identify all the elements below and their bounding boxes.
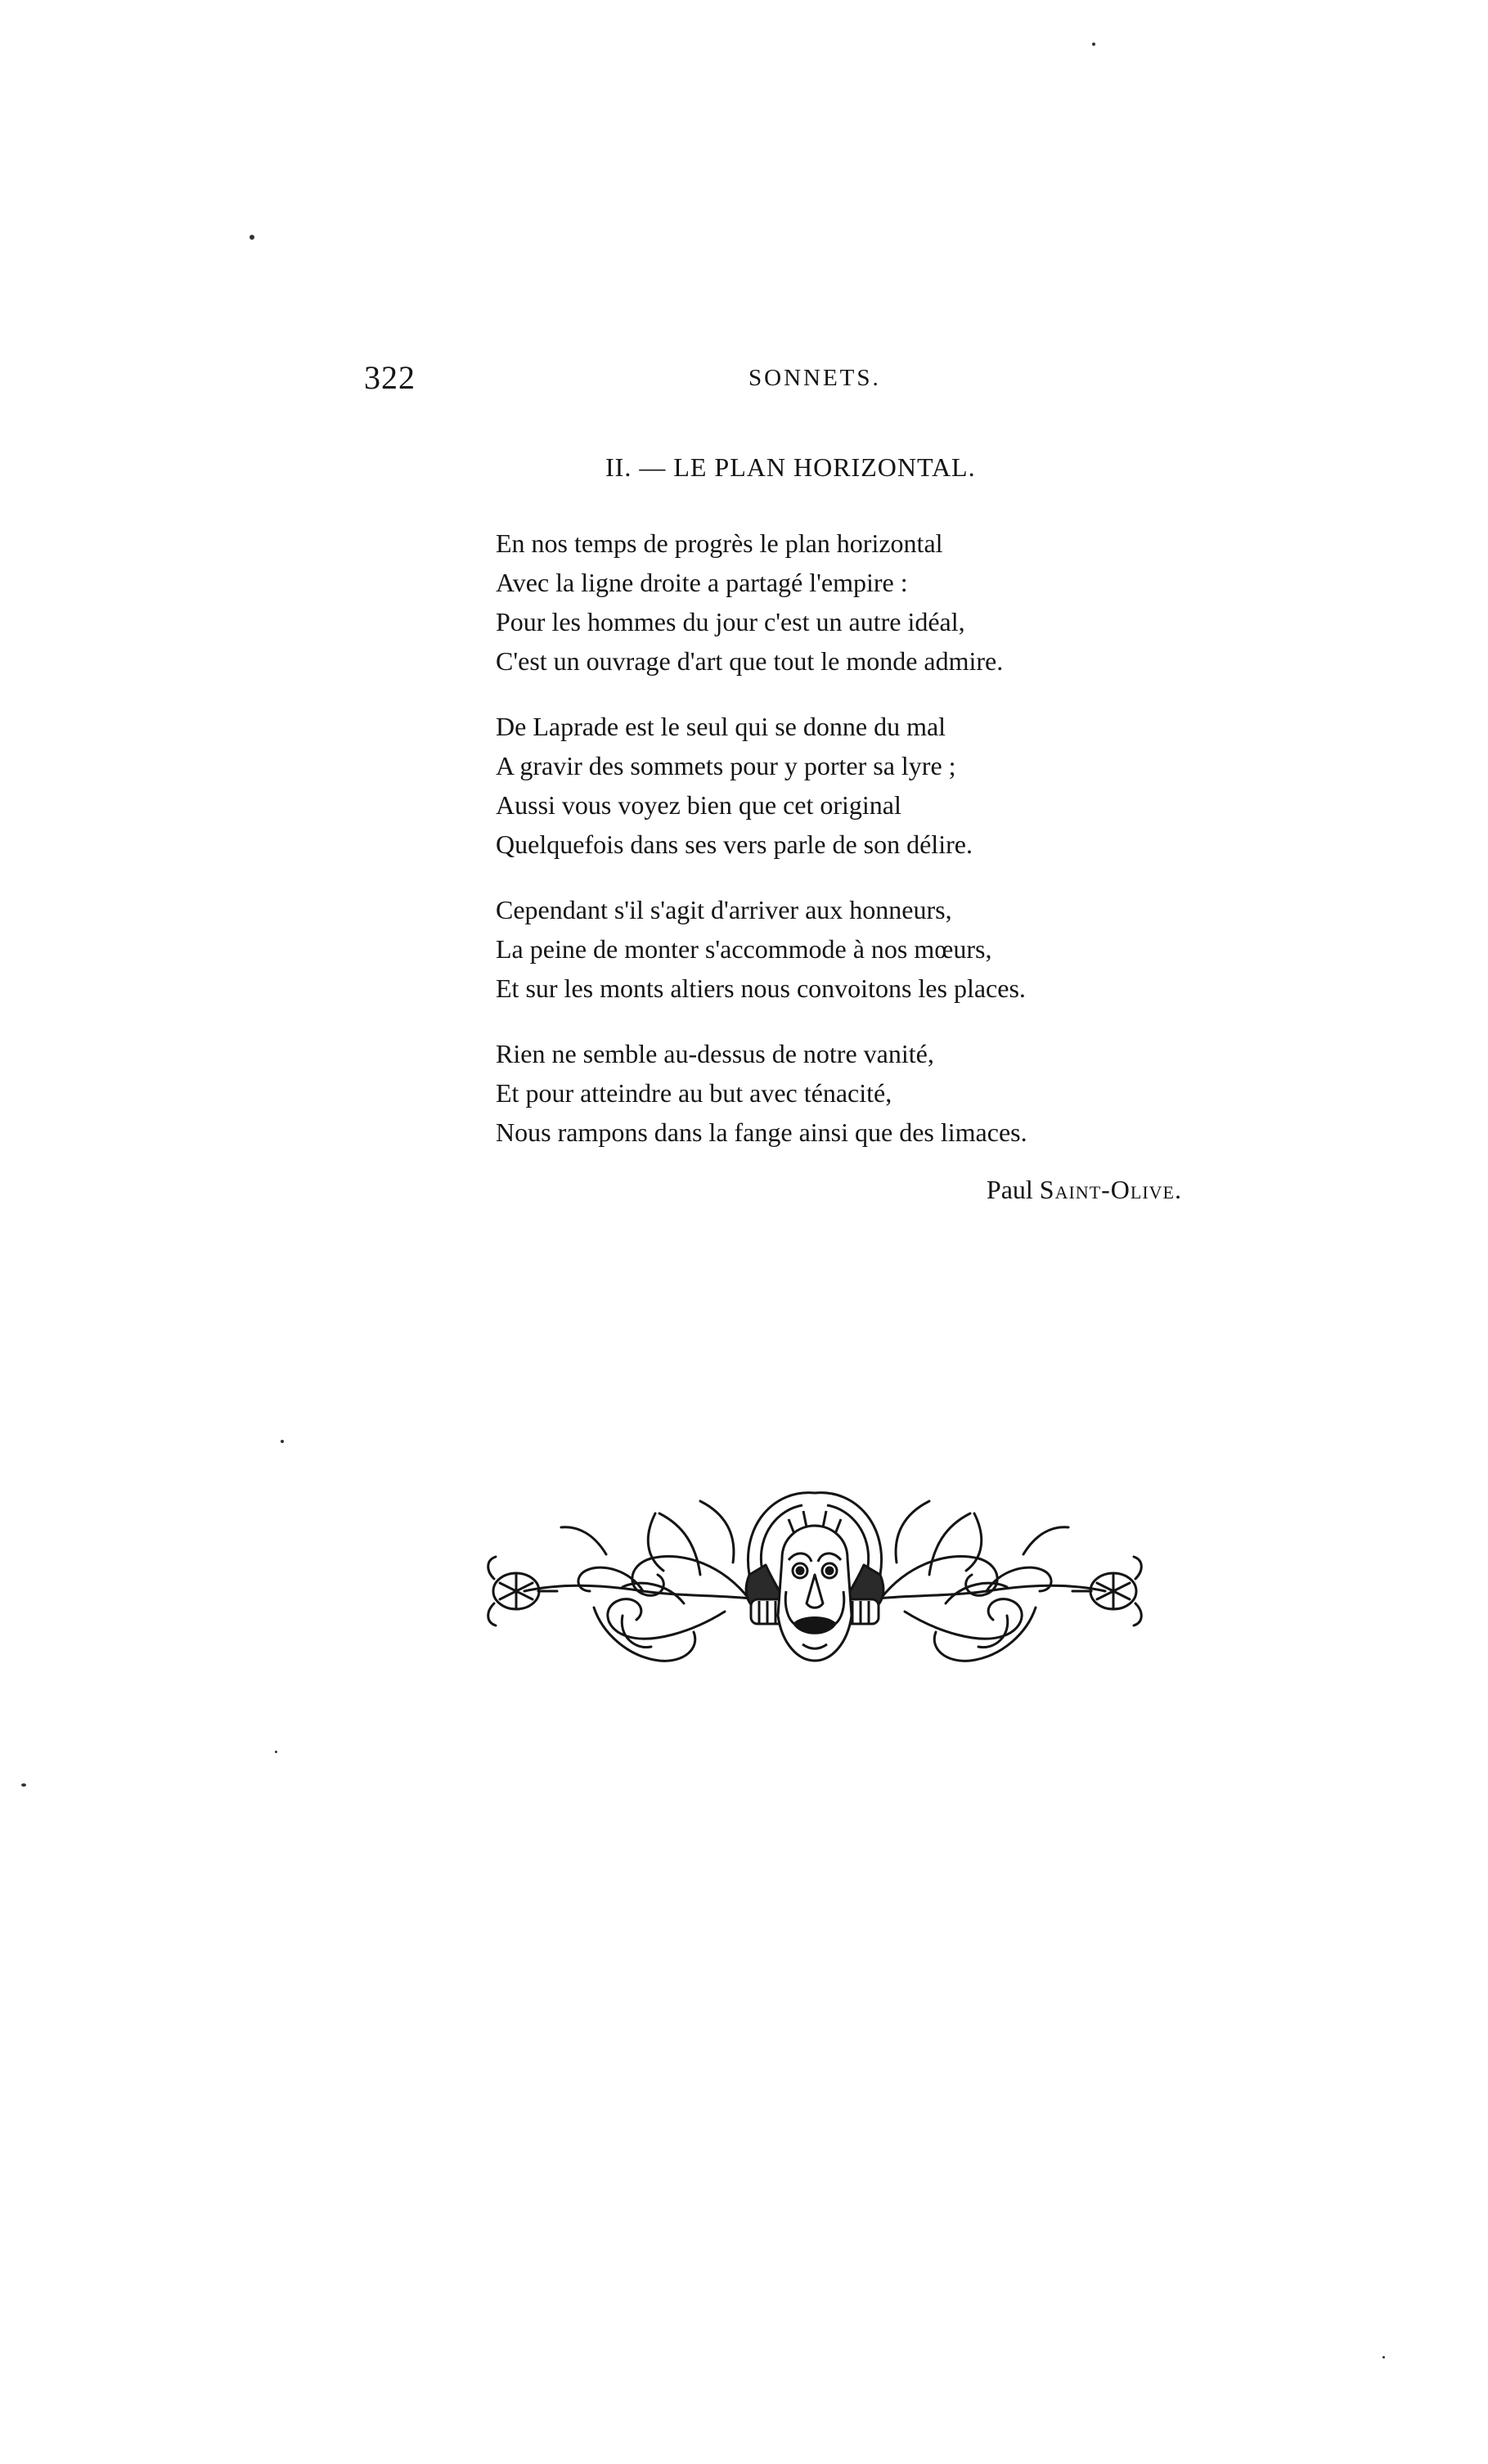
stanza-3 (496, 890, 1232, 1008)
stanza-1 (496, 524, 1232, 681)
verse-line: Pour les hommes du jour c'est un autre idéal, (496, 607, 965, 636)
paper-speck (281, 1440, 284, 1443)
verse-line: La peine de monter s'accommode à nos mœurs, (496, 934, 992, 964)
page-number: 322 (364, 359, 416, 396)
verse-line: En nos temps de progrès le plan horizontal (496, 528, 943, 558)
stanza-4 (496, 1034, 1232, 1152)
verse-line: Et pour atteindre au but avec ténacité, (496, 1078, 892, 1108)
verse-line: Quelquefois dans ses vers parle de son délire. (496, 830, 973, 859)
verse-line: Aussi vous voyez bien que cet original (496, 790, 901, 820)
verse-line: Cependant s'il s'agit d'arriver aux honneurs, (496, 895, 952, 924)
verse-line: Et sur les monts altiers nous convoitons les places. (496, 973, 1026, 1003)
author-signature (987, 1175, 1182, 1205)
author-last-name: Saint-Olive. (1039, 1175, 1182, 1204)
sonnet-body (496, 524, 1232, 1178)
paper-speck (249, 235, 254, 240)
paper-speck (1092, 43, 1095, 46)
verse-line: Nous rampons dans la fange ainsi que des limaces. (496, 1117, 1027, 1147)
paper-speck (275, 1751, 277, 1753)
grotesque-mask-vignette (479, 1468, 1150, 1697)
paper-speck (1382, 2356, 1385, 2358)
running-head (364, 358, 1182, 407)
verse-line: Rien ne semble au-dessus de notre vanité, (496, 1039, 934, 1068)
verse-line: De Laprade est le seul qui se donne du mal (496, 712, 946, 741)
author-first-name: Paul (986, 1175, 1033, 1204)
verse-line: C'est un ouvrage d'art que tout le monde admire. (496, 646, 1004, 676)
paper-speck (21, 1783, 26, 1787)
stanza-2 (496, 707, 1232, 864)
running-title: SONNETS. (748, 365, 881, 391)
verse-line: Avec la ligne droite a partagé l'empire : (496, 568, 908, 597)
poem-title: II. — LE PLAN HORIZONTAL. (605, 452, 976, 482)
verse-line: A gravir des sommets pour y porter sa lyre ; (496, 751, 956, 780)
